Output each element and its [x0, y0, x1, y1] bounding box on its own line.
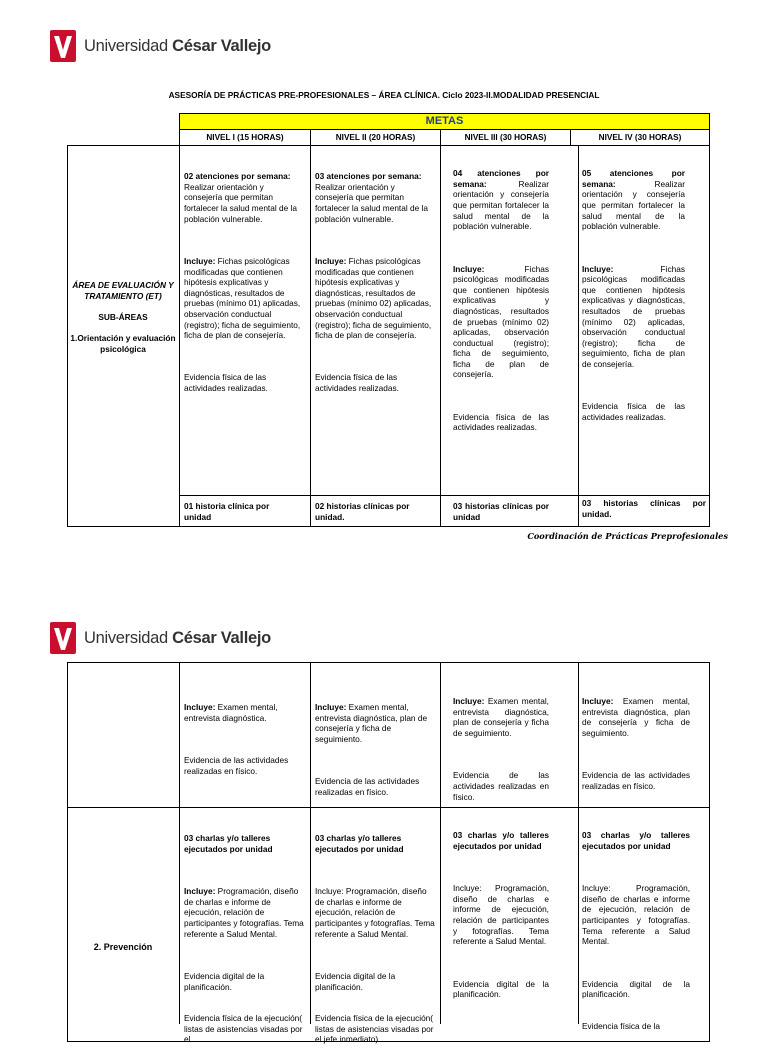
- level-header: NIVEL I (15 HORAS): [180, 130, 311, 145]
- shield-logo-icon: [50, 30, 76, 62]
- history-cell-level-3: 03 historias clínicas por unidad: [453, 501, 552, 522]
- goal-cell-level-4: 05 atenciones por semana: Realizar orientación y consejería que permitan fortalecer la salud mental de la población vulnerable. Incluye: Fichas psicológicas modificadas que contienen hipótesis explicativas y diagnósticas, resultados de pruebas (mínimo 02) aplicadas, observación conductual (registro); ficha de seguimiento, ficha de plan de consejería. Evidencia física de las actividades realizadas.: [582, 168, 688, 422]
- talks-cell-level-4: 03 charlas y/o talleres ejecutados por unidad Incluye: Programación, diseño de charlas e informe de ejecución, relación de participantes y fotografías. Tema referente a Salud Mental. Evidencia digital de la planificación. Evidencia física de la: [582, 830, 693, 1031]
- history-cell-level-1: 01 historia clínica por unidad: [184, 501, 272, 522]
- exam-cell-level-3: Incluye: Examen mental, entrevista diagnóstica, plan de consejería y ficha de seguimiento. Evidencia de las actividades realizadas en físico.: [453, 696, 552, 802]
- document-title: ASESORÍA DE PRÁCTICAS PRE-PROFESIONALES – ÁREA CLÍNICA. Ciclo 2023-II.MODALIDAD PRESENCIAL: [168, 90, 600, 100]
- area-cell: [70, 280, 176, 355]
- university-logo-page2: [50, 622, 271, 654]
- goal-cell-level-1: 02 atenciones por semana: Realizar orientación y consejería que permitan fortalecer la salud mental de la población vulnerable. Incluye: Fichas psicológicas modificadas que contienen hipótesis explicativas y diagnósticas, resultados de pruebas (mínimo 01) aplicadas, observación conductual (registro); ficha de seguimiento, ficha de plan de consejería. Evidencia física de las actividades realizadas.: [184, 171, 303, 394]
- exam-cell-level-4: Incluye: Examen mental, entrevista diagnóstica, plan de consejería y ficha de seguimiento. Evidencia de las actividades realizadas en físico.: [582, 696, 693, 791]
- university-logo: [50, 30, 271, 62]
- metas-header: METAS: [179, 113, 710, 130]
- coordination-footer: Coordinación de Prácticas Preprofesionales: [527, 531, 728, 541]
- goal-cell-level-2: 03 atenciones por semana: Realizar orientación y consejería que permitan fortalecer la salud mental de la población vulnerable. Incluye: Fichas psicológicas modificadas que contienen hipótesis explicativas y diagnósticas, resultados de pruebas (mínimo 02) aplicadas, observación conductual (registro); ficha de seguimiento, ficha de plan de consejería. Evidencia física de las actividades realizadas.: [315, 171, 434, 394]
- university-name: Universidad César Vallejo: [84, 36, 271, 55]
- talks-cell-level-1: 03 charlas y/o talleres ejecutados por unidad Incluye: Programación, diseño de charlas e informe de ejecución, relación de participantes y fotografías. Tema referente a Salud Mental. Evidencia digital de la planificación. Evidencia física de la ejecución( listas de asistencias visadas por el: [184, 833, 307, 1045]
- prevention-label: 2. Prevención: [93, 942, 153, 952]
- talks-cell-level-2: 03 charlas y/o talleres ejecutados por unidad Incluye: Programación, diseño de charlas e informe de ejecución, relación de participantes y fotografías. Tema referente a Salud Mental. Evidencia digital de la planificación. Evidencia física de la ejecución( listas de asistencias visadas por el jefe inmediato): [315, 833, 438, 1045]
- levels-header-row: [179, 129, 710, 146]
- history-cell-level-4: 03 historias clínicas por unidad.: [582, 498, 709, 519]
- exam-cell-level-1: Incluye: Examen mental, entrevista diagnóstica. Evidencia de las actividades realizadas en físico.: [184, 702, 291, 776]
- subarea-1: 1.Orientación y evaluación psicológica: [70, 333, 176, 354]
- level-header: NIVEL II (20 HORAS): [311, 130, 441, 145]
- university-name: Universidad César Vallejo: [84, 628, 271, 647]
- talks-cell-level-3: 03 charlas y/o talleres ejecutados por unidad Incluye: Programación, diseño de charlas e informe de ejecución, relación de participantes y fotografías. Tema referente a Salud Mental. Evidencia digital de la planificación.: [453, 830, 552, 1000]
- level-header: NIVEL IV (30 HORAS): [598, 133, 682, 142]
- history-cell-level-2: 02 historias clínicas por unidad.: [315, 501, 412, 522]
- level-header: NIVEL III (30 HORAS): [441, 130, 571, 145]
- exam-cell-level-2: Incluye: Examen mental, entrevista diagnóstica, plan de consejería y ficha de seguimiento. Evidencia de las actividades realizadas en físico.: [315, 702, 430, 797]
- area-title: ÁREA DE EVALUACIÓN Y TRATAMIENTO (ET): [72, 280, 174, 301]
- shield-logo-icon: [50, 622, 76, 654]
- goal-cell-level-3: 04 atenciones por semana: Realizar orientación y consejería que permitan fortalecer la salud mental de la población vulnerable. Incluye: Fichas psicológicas modificadas que contienen hipótesis explicativas y diagnósticas, resultados de pruebas (mínimo 02) aplicadas, observación conductual (registro); ficha de seguimiento, ficha de plan de consejería. Evidencia física de las actividades realizadas.: [453, 168, 552, 433]
- subareas-label: SUB-ÁREAS: [98, 312, 148, 322]
